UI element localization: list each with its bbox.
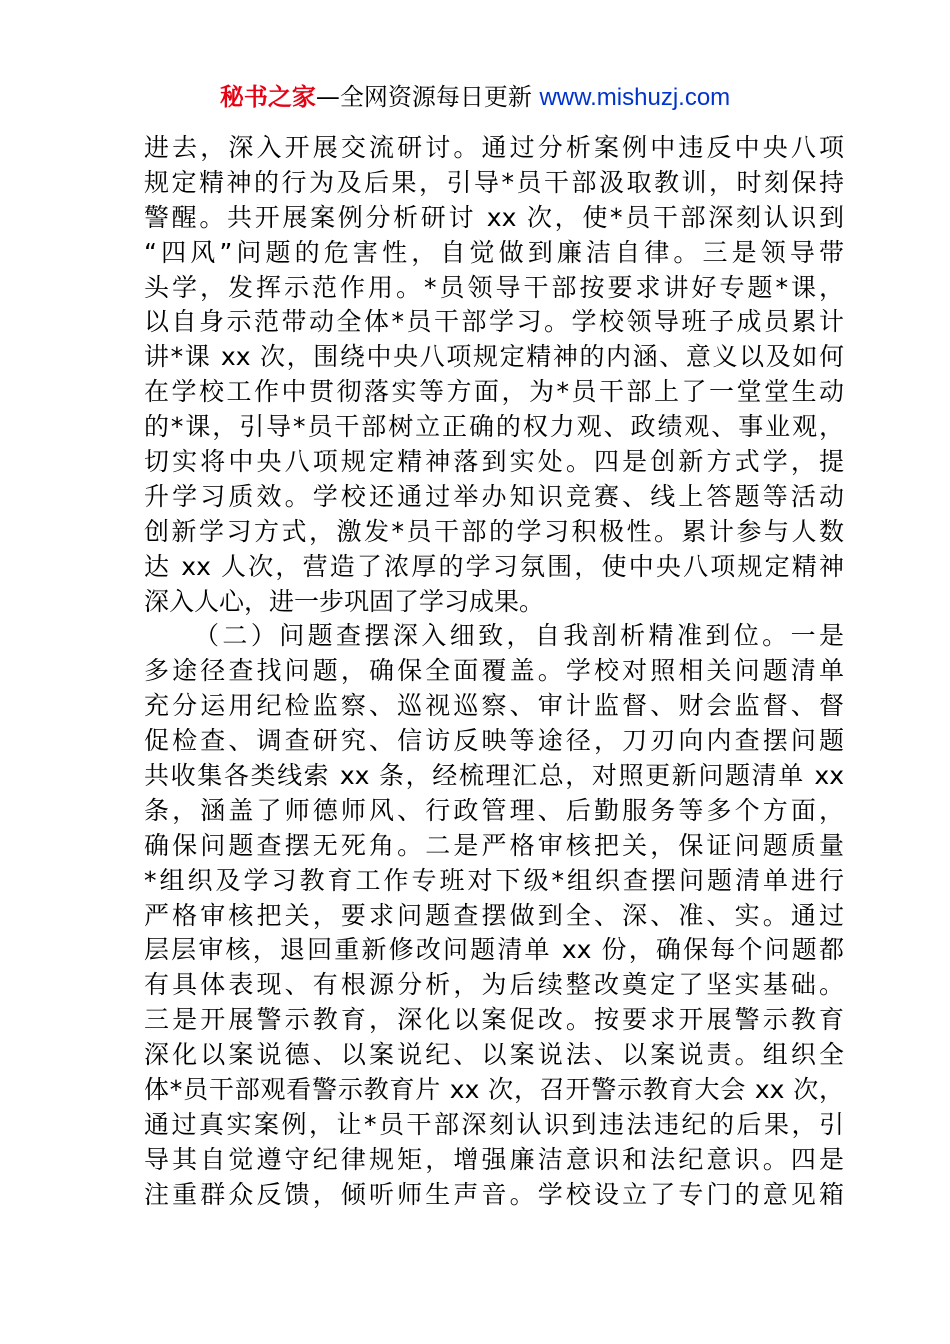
text-line: 多途径查找问题，确保全面覆盖。学校对照相关问题清单	[144, 656, 844, 686]
text-line: 充分运用纪检监察、巡视巡察、审计监督、财会监督、督	[144, 691, 844, 721]
text-line: 通过真实案例，让*员干部深刻认识到违法违纪的后果，引	[144, 1109, 844, 1139]
site-header	[0, 82, 950, 113]
text-line: 在学校工作中贯彻落实等方面，为*员干部上了一堂堂生动	[144, 377, 844, 407]
site-url-link[interactable]: www.mishuzj.com	[539, 84, 731, 111]
text-line: 导其自觉遵守纪律规矩，增强廉洁意识和法纪意识。四是	[144, 1144, 844, 1174]
header-tagline: —全网资源每日更新	[315, 83, 532, 111]
text-line: 深入人心，进一步巩固了学习成果。	[144, 586, 545, 616]
brand-name: 秘书之家	[219, 83, 316, 111]
text-line: 达 xx 人次，营造了浓厚的学习氛围，使中央八项规定精神	[144, 551, 844, 581]
text-line: 头学，发挥示范作用。*员领导干部按要求讲好专题*课，	[144, 272, 844, 302]
text-line: 深化以案说德、以案说纪、以案说法、以案说责。组织全	[144, 1040, 844, 1070]
text-line: *组织及学习教育工作专班对下级*组织查摆问题清单进行	[144, 865, 844, 895]
text-line: 以自身示范带动全体*员干部学习。学校领导班子成员累计	[144, 307, 844, 337]
text-line: “四风”问题的危害性，自觉做到廉洁自律。三是领导带	[144, 237, 844, 267]
text-line: 讲*课 xx 次，围绕中央八项规定精神的内涵、意义以及如何	[144, 342, 844, 372]
text-line: 层层审核，退回重新修改问题清单 xx 份，确保每个问题都	[144, 935, 844, 965]
text-line: 确保问题查摆无死角。二是严格审核把关，保证问题质量	[144, 830, 844, 860]
document-body	[144, 131, 844, 1213]
text-line: 促检查、调查研究、信访反映等途径，刀刃向内查摆问题	[144, 726, 844, 756]
text-line: 警醒。共开展案例分析研讨 xx 次，使*员干部深刻认识到	[144, 202, 844, 232]
section-heading-line: （二）问题查摆深入细致，自我剖析精准到位。一是	[194, 621, 844, 651]
text-line: 条，涵盖了师德师风、行政管理、后勤服务等多个方面，	[144, 795, 844, 825]
text-line: 体*员干部观看警示教育片 xx 次，召开警示教育大会 xx 次，	[144, 1075, 844, 1105]
text-line: 三是开展警示教育，深化以案促改。按要求开展警示教育	[144, 1005, 844, 1035]
text-line: 进去，深入开展交流研讨。通过分析案例中违反中央八项	[144, 133, 844, 162]
text-line: 注重群众反馈，倾听师生声音。学校设立了专门的意见箱	[144, 1179, 844, 1209]
text-line: 有具体表现、有根源分析，为后续整改奠定了坚实基础。	[144, 970, 844, 1000]
text-line: 严格审核把关，要求问题查摆做到全、深、准、实。通过	[144, 900, 844, 930]
text-line: 规定精神的行为及后果，引导*员干部汲取教训，时刻保持	[144, 167, 844, 197]
text-line: 创新学习方式，激发*员干部的学习积极性。累计参与人数	[144, 516, 844, 546]
text-line: 共收集各类线索 xx 条，经梳理汇总，对照更新问题清单 xx	[144, 761, 844, 791]
text-line: 切实将中央八项规定精神落到实处。四是创新方式学，提	[144, 447, 844, 477]
text-line: 升学习质效。学校还通过举办知识竞赛、线上答题等活动	[144, 481, 844, 511]
text-line: 的*课，引导*员干部树立正确的权力观、政绩观、事业观，	[144, 412, 844, 442]
